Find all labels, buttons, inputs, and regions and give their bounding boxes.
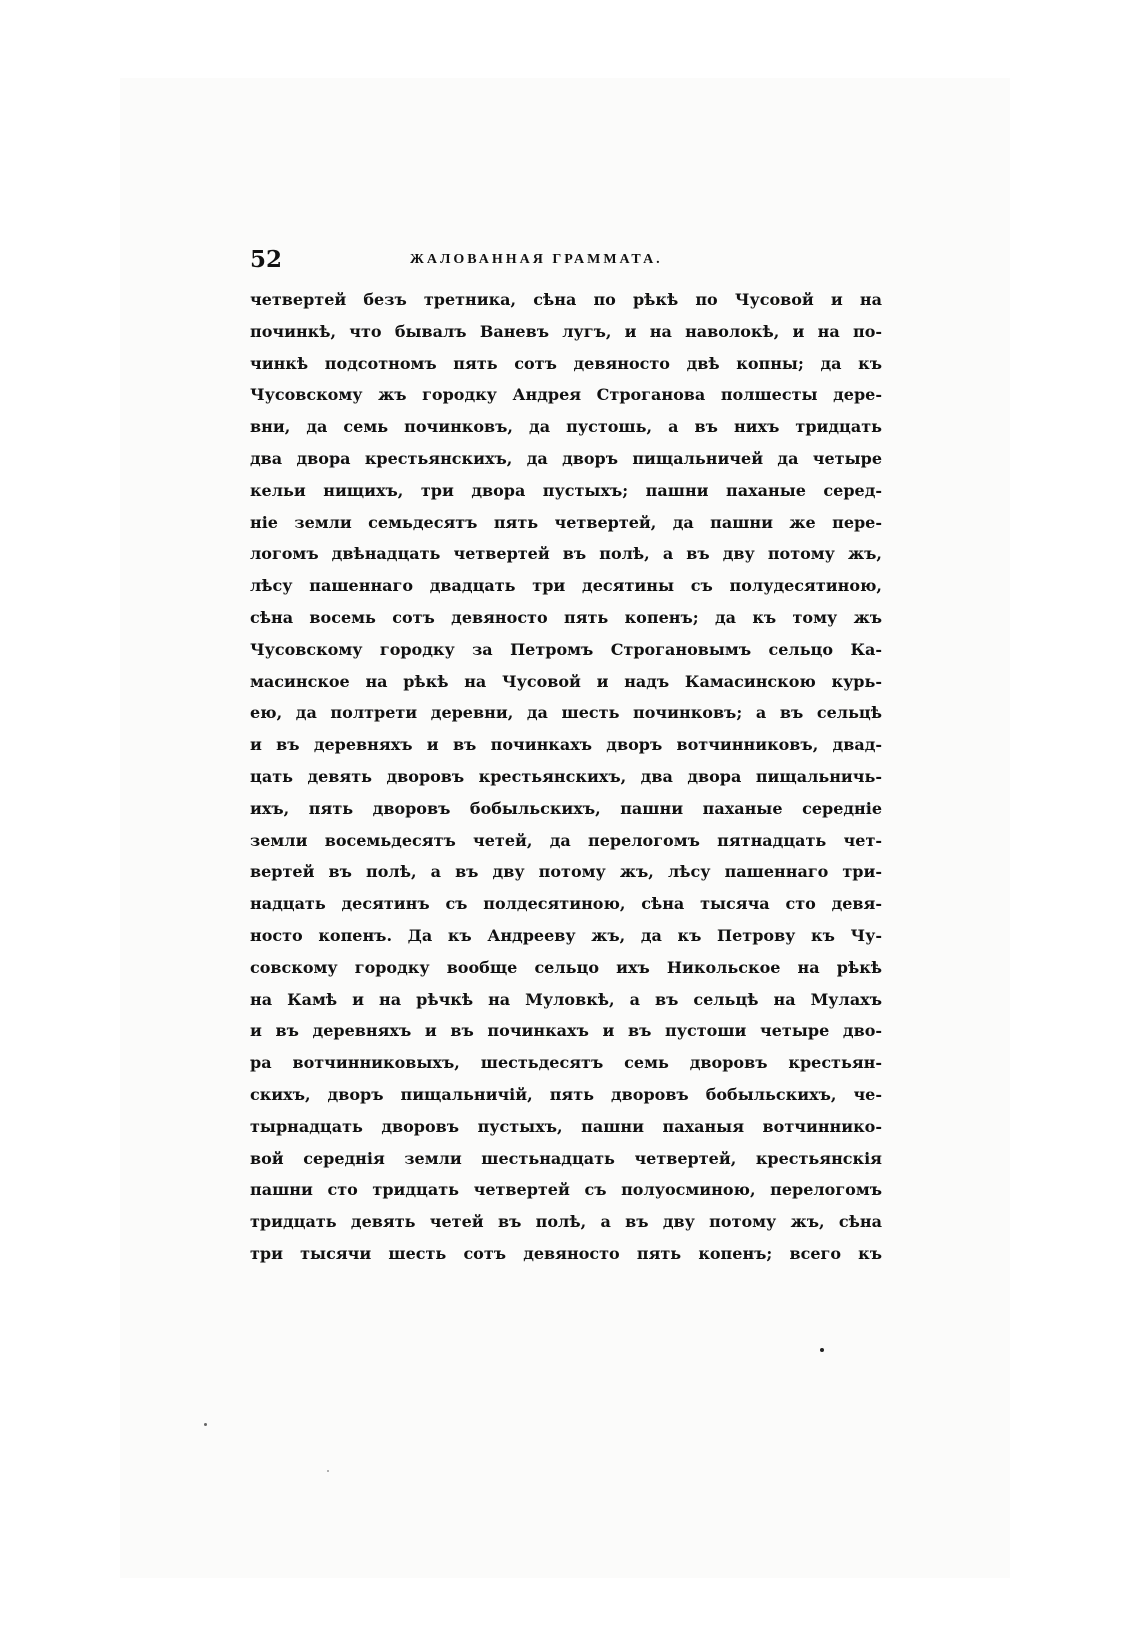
ink-speck (327, 1470, 329, 1472)
text-line: Чусовскому городку за Петромъ Строгановымъ сельцо Ка- (250, 639, 882, 659)
text-line: вертей въ полѣ, а въ дву потому жъ, лѣсу пашеннаго три- (250, 862, 882, 882)
ink-speck (820, 1348, 824, 1352)
running-head: ЖАЛОВАННАЯ ГРАММАТА. (410, 252, 663, 267)
text-line: пашни сто тридцать четвертей съ полуосминою, перелогомъ (250, 1180, 882, 1200)
text-line: ею, да полтрети деревни, да шесть починковъ; а въ сельцѣ (250, 703, 882, 723)
text-line: починкѣ, что бывалъ Ваневъ лугъ, и на наволокѣ, и на по- (250, 321, 882, 341)
text-line: на Камѣ и на рѣчкѣ на Муловкѣ, а въ сельцѣ на Мулахъ (250, 989, 882, 1009)
ink-speck (204, 1423, 207, 1426)
text-line: надцать десятинъ съ полдесятиною, сѣна тысяча сто девя- (250, 894, 882, 914)
text-line: нiе земли семьдесятъ пять четвертей, да пашни же пере- (250, 512, 882, 532)
page-header (250, 240, 880, 280)
text-line: вой середнiя земли шестьнадцать четвертей, крестьянскiя (250, 1148, 882, 1168)
text-line: лѣсу пашеннаго двадцать три десятины съ полудесятиною, (250, 576, 882, 596)
text-line: земли восемьдесятъ четей, да перелогомъ пятнадцать чет- (250, 830, 882, 850)
body-text (250, 284, 882, 1270)
text-line: вни, да семь починковъ, да пустошь, а въ нихъ тридцать (250, 417, 882, 437)
text-line: чинкѣ подсотномъ пять сотъ девяносто двѣ копны; да къ (250, 353, 882, 373)
page-number: 52 (250, 246, 283, 273)
text-line: и въ деревняхъ и въ починкахъ и въ пустоши четыре дво- (250, 1021, 882, 1041)
text-line: тырнадцать дворовъ пустыхъ, пашни паханыя вотчиннико- (250, 1116, 882, 1136)
text-line: цать девять дворовъ крестьянскихъ, два двора пищальничь- (250, 766, 882, 786)
text-line: тридцать девять четей въ полѣ, а въ дву потому жъ, сѣна (250, 1212, 882, 1232)
text-line: сѣна восемь сотъ девяносто пять копенъ; да къ тому жъ (250, 607, 882, 627)
text-line: Чусовскому жъ городку Андрея Строганова полшесты дере- (250, 385, 882, 405)
text-line: ихъ, пять дворовъ бобыльскихъ, пашни паханые середнiе (250, 798, 882, 818)
text-line: кельи нищихъ, три двора пустыхъ; пашни паханые серед- (250, 480, 882, 500)
text-line: совскому городку вообще сельцо ихъ Никольское на рѣкѣ (250, 957, 882, 977)
text-line: четвертей безъ третника, сѣна по рѣкѣ по Чусовой и на (250, 290, 882, 309)
text-line: три тысячи шесть сотъ девяносто пять копенъ; всего къ (250, 1243, 882, 1263)
text-line: и въ деревняхъ и въ починкахъ дворъ вотчинниковъ, двад- (250, 735, 882, 755)
text-line: логомъ двѣнадцать четвертей въ полѣ, а въ дву потому жъ, (250, 544, 882, 564)
text-line: два двора крестьянскихъ, да дворъ пищальничей да четыре (250, 448, 882, 468)
text-line: масинское на рѣкѣ на Чусовой и надъ Камасинскою курь- (250, 671, 882, 691)
text-line: носто копенъ. Да къ Андрееву жъ, да къ Петрову къ Чу- (250, 925, 882, 945)
text-line: ра вотчинниковыхъ, шестьдесятъ семь дворовъ крестьян- (250, 1053, 882, 1073)
text-line: скихъ, дворъ пищальничiй, пять дворовъ бобыльскихъ, че- (250, 1084, 882, 1104)
